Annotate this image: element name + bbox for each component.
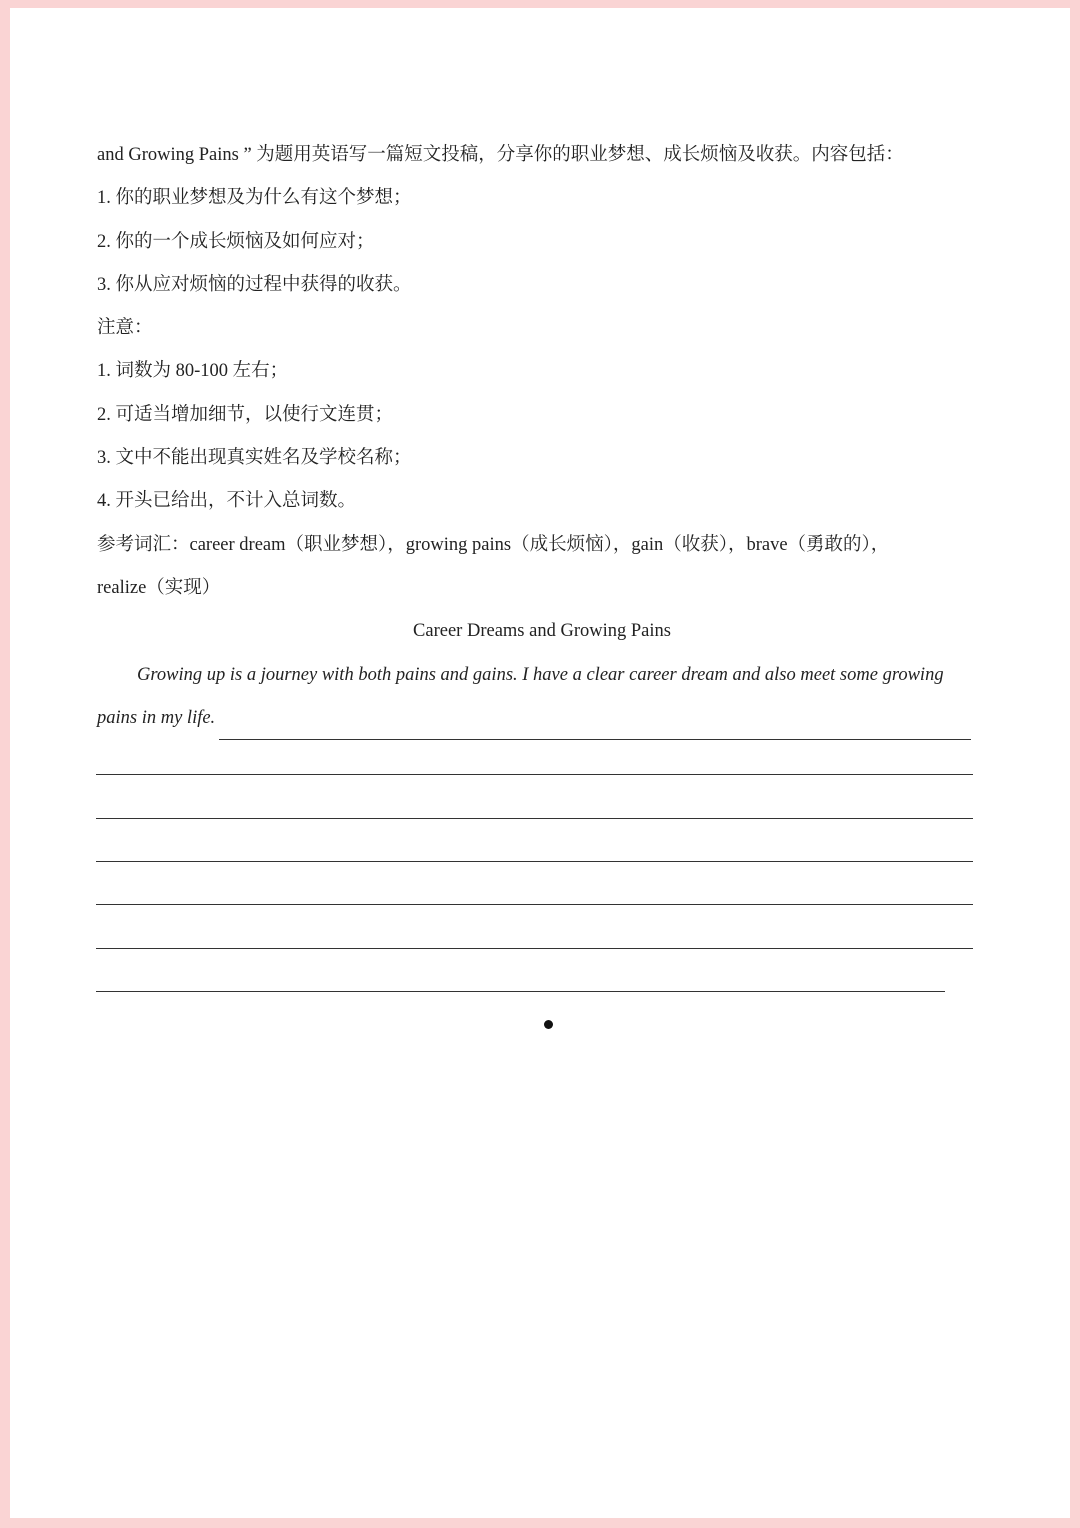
note-2: 2. 可适当增加细节，以使行文连贯； (97, 404, 394, 425)
note-3: 3. 文中不能出现真实姓名及学校名称； (97, 448, 412, 469)
answer-line-1[interactable] (97, 740, 987, 783)
answer-line-2[interactable] (97, 783, 987, 826)
note-4: 4. 开头已给出，不计入总词数。 (97, 491, 357, 512)
content-point-2: 2. 你的一个成长烦恼及如何应对； (97, 231, 375, 252)
vocabulary-line-2: realize（实现） (97, 577, 221, 598)
answer-line-6[interactable] (97, 957, 987, 1000)
answer-line-5[interactable] (97, 913, 987, 956)
note-1: 1. 词数为 80-100 左右； (97, 361, 289, 382)
answer-line-4[interactable] (97, 870, 987, 913)
writing-task (97, 134, 987, 1000)
answer-line-3[interactable] (97, 827, 987, 870)
opening-sentence-text: pains in my life. (97, 707, 216, 728)
vocabulary-line-1: 参考词汇：career dream（职业梦想），growing pains（成长烦恼），gain（收获），brave（勇敢的）， (97, 534, 890, 555)
worksheet-page (10, 8, 1070, 1518)
answer-blank-inline[interactable] (219, 705, 971, 740)
task-intro: and Growing Pains ” 为题用英语写一篇短文投稿，分享你的职业梦想、成长烦恼及收获。内容包括： (97, 145, 904, 165)
opening-sentence-line-1: Growing up is a journey with both pains and gains. I have a clear career dream and also meet some growing (137, 664, 944, 685)
opening-sentence-line-2 (97, 697, 987, 740)
page-dot-marker (544, 1020, 553, 1029)
content-point-3: 3. 你从应对烦恼的过程中获得的收获。 (97, 274, 412, 295)
essay-title: Career Dreams and Growing Pains (413, 621, 671, 642)
content-point-1: 1. 你的职业梦想及为什么有这个梦想； (97, 188, 412, 209)
notes-heading: 注意： (97, 318, 153, 339)
